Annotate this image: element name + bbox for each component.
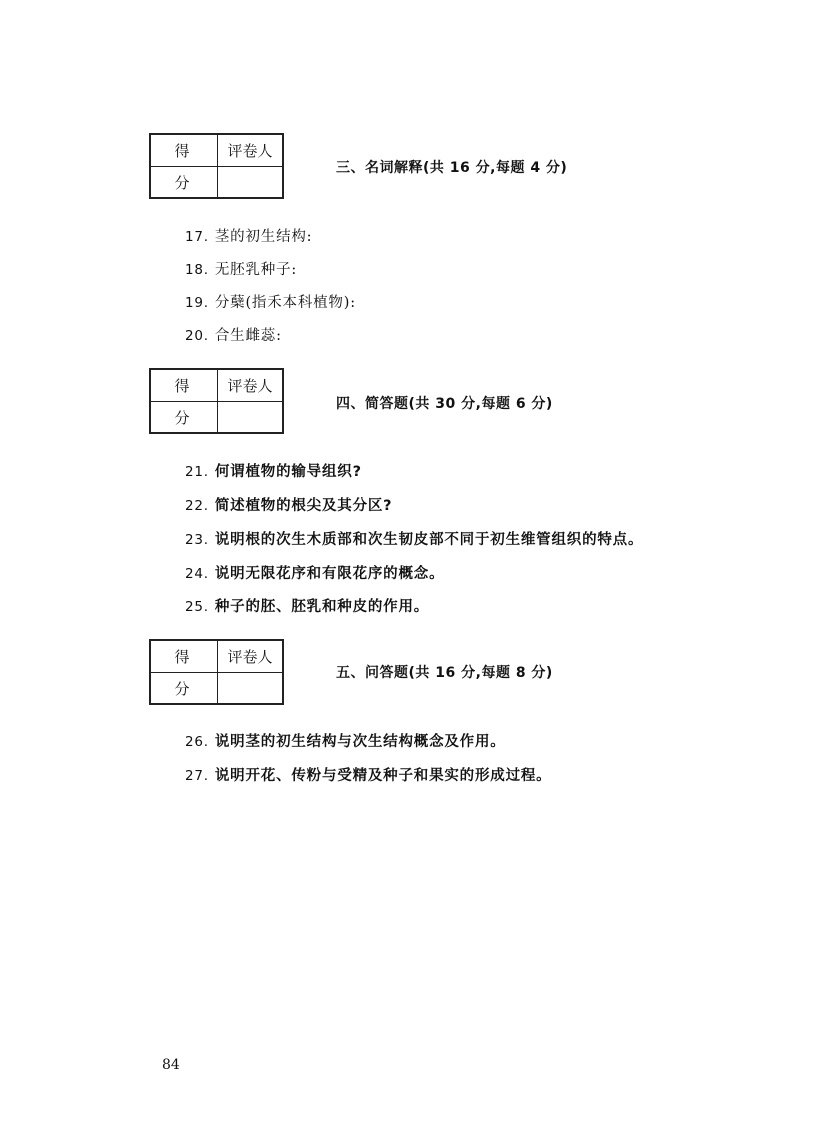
question-number: 20. [185,328,209,344]
grader-label: 评卷人 [218,370,282,402]
question-number: 26. [185,734,209,750]
question-19 [185,291,356,312]
question-text: 合生雌蕊: [214,328,282,344]
question-number: 19. [185,295,209,311]
page-number: 84 [162,1057,180,1073]
score-table-section-3 [149,133,284,199]
grader-blank [218,167,282,197]
question-20 [185,324,282,345]
question-text: 说明开花、传粉与受精及种子和果实的形成过程。 [214,768,552,784]
question-number: 23. [185,532,209,548]
question-text: 说明无限花序和有限花序的概念。 [214,566,445,582]
question-number: 25. [185,599,209,615]
question-text: 分蘖(指禾本科植物): [214,295,356,311]
question-17 [185,225,312,246]
question-text: 说明茎的初生结构与次生结构概念及作用。 [214,734,506,750]
question-21 [185,460,362,481]
question-number: 18. [185,262,209,278]
score-blank [151,167,218,197]
score-label: 得 分 [151,641,218,673]
question-text: 说明根的次生木质部和次生韧皮部不同于初生维管组织的特点。 [214,532,644,548]
question-18 [185,258,297,279]
question-text: 无胚乳种子: [214,262,298,278]
question-27 [185,764,551,785]
question-number: 27. [185,768,209,784]
grader-label: 评卷人 [218,641,282,673]
section-title-4: 四、简答题(共 30 分,每题 6 分) [336,396,553,412]
score-table-section-4 [149,368,284,434]
question-number: 22. [185,498,209,514]
question-number: 21. [185,464,209,480]
question-22 [185,494,392,515]
question-text: 何谓植物的输导组织? [214,464,362,480]
question-number: 24. [185,566,209,582]
question-number: 17. [185,229,209,245]
question-24 [185,562,444,583]
score-table-section-5 [149,639,284,705]
question-text: 茎的初生结构: [214,229,313,245]
question-23 [185,528,643,549]
score-blank [151,402,218,432]
score-blank [151,673,218,703]
question-text: 简述植物的根尖及其分区? [214,498,393,514]
section-title-3: 三、名词解释(共 16 分,每题 4 分) [336,160,568,176]
question-text: 种子的胚、胚乳和种皮的作用。 [214,599,430,615]
grader-blank [218,402,282,432]
grader-blank [218,673,282,703]
question-26 [185,730,506,751]
score-label: 得 分 [151,135,218,167]
question-25 [185,595,429,616]
section-title-5: 五、问答题(共 16 分,每题 8 分) [336,665,553,681]
score-label: 得 分 [151,370,218,402]
grader-label: 评卷人 [218,135,282,167]
